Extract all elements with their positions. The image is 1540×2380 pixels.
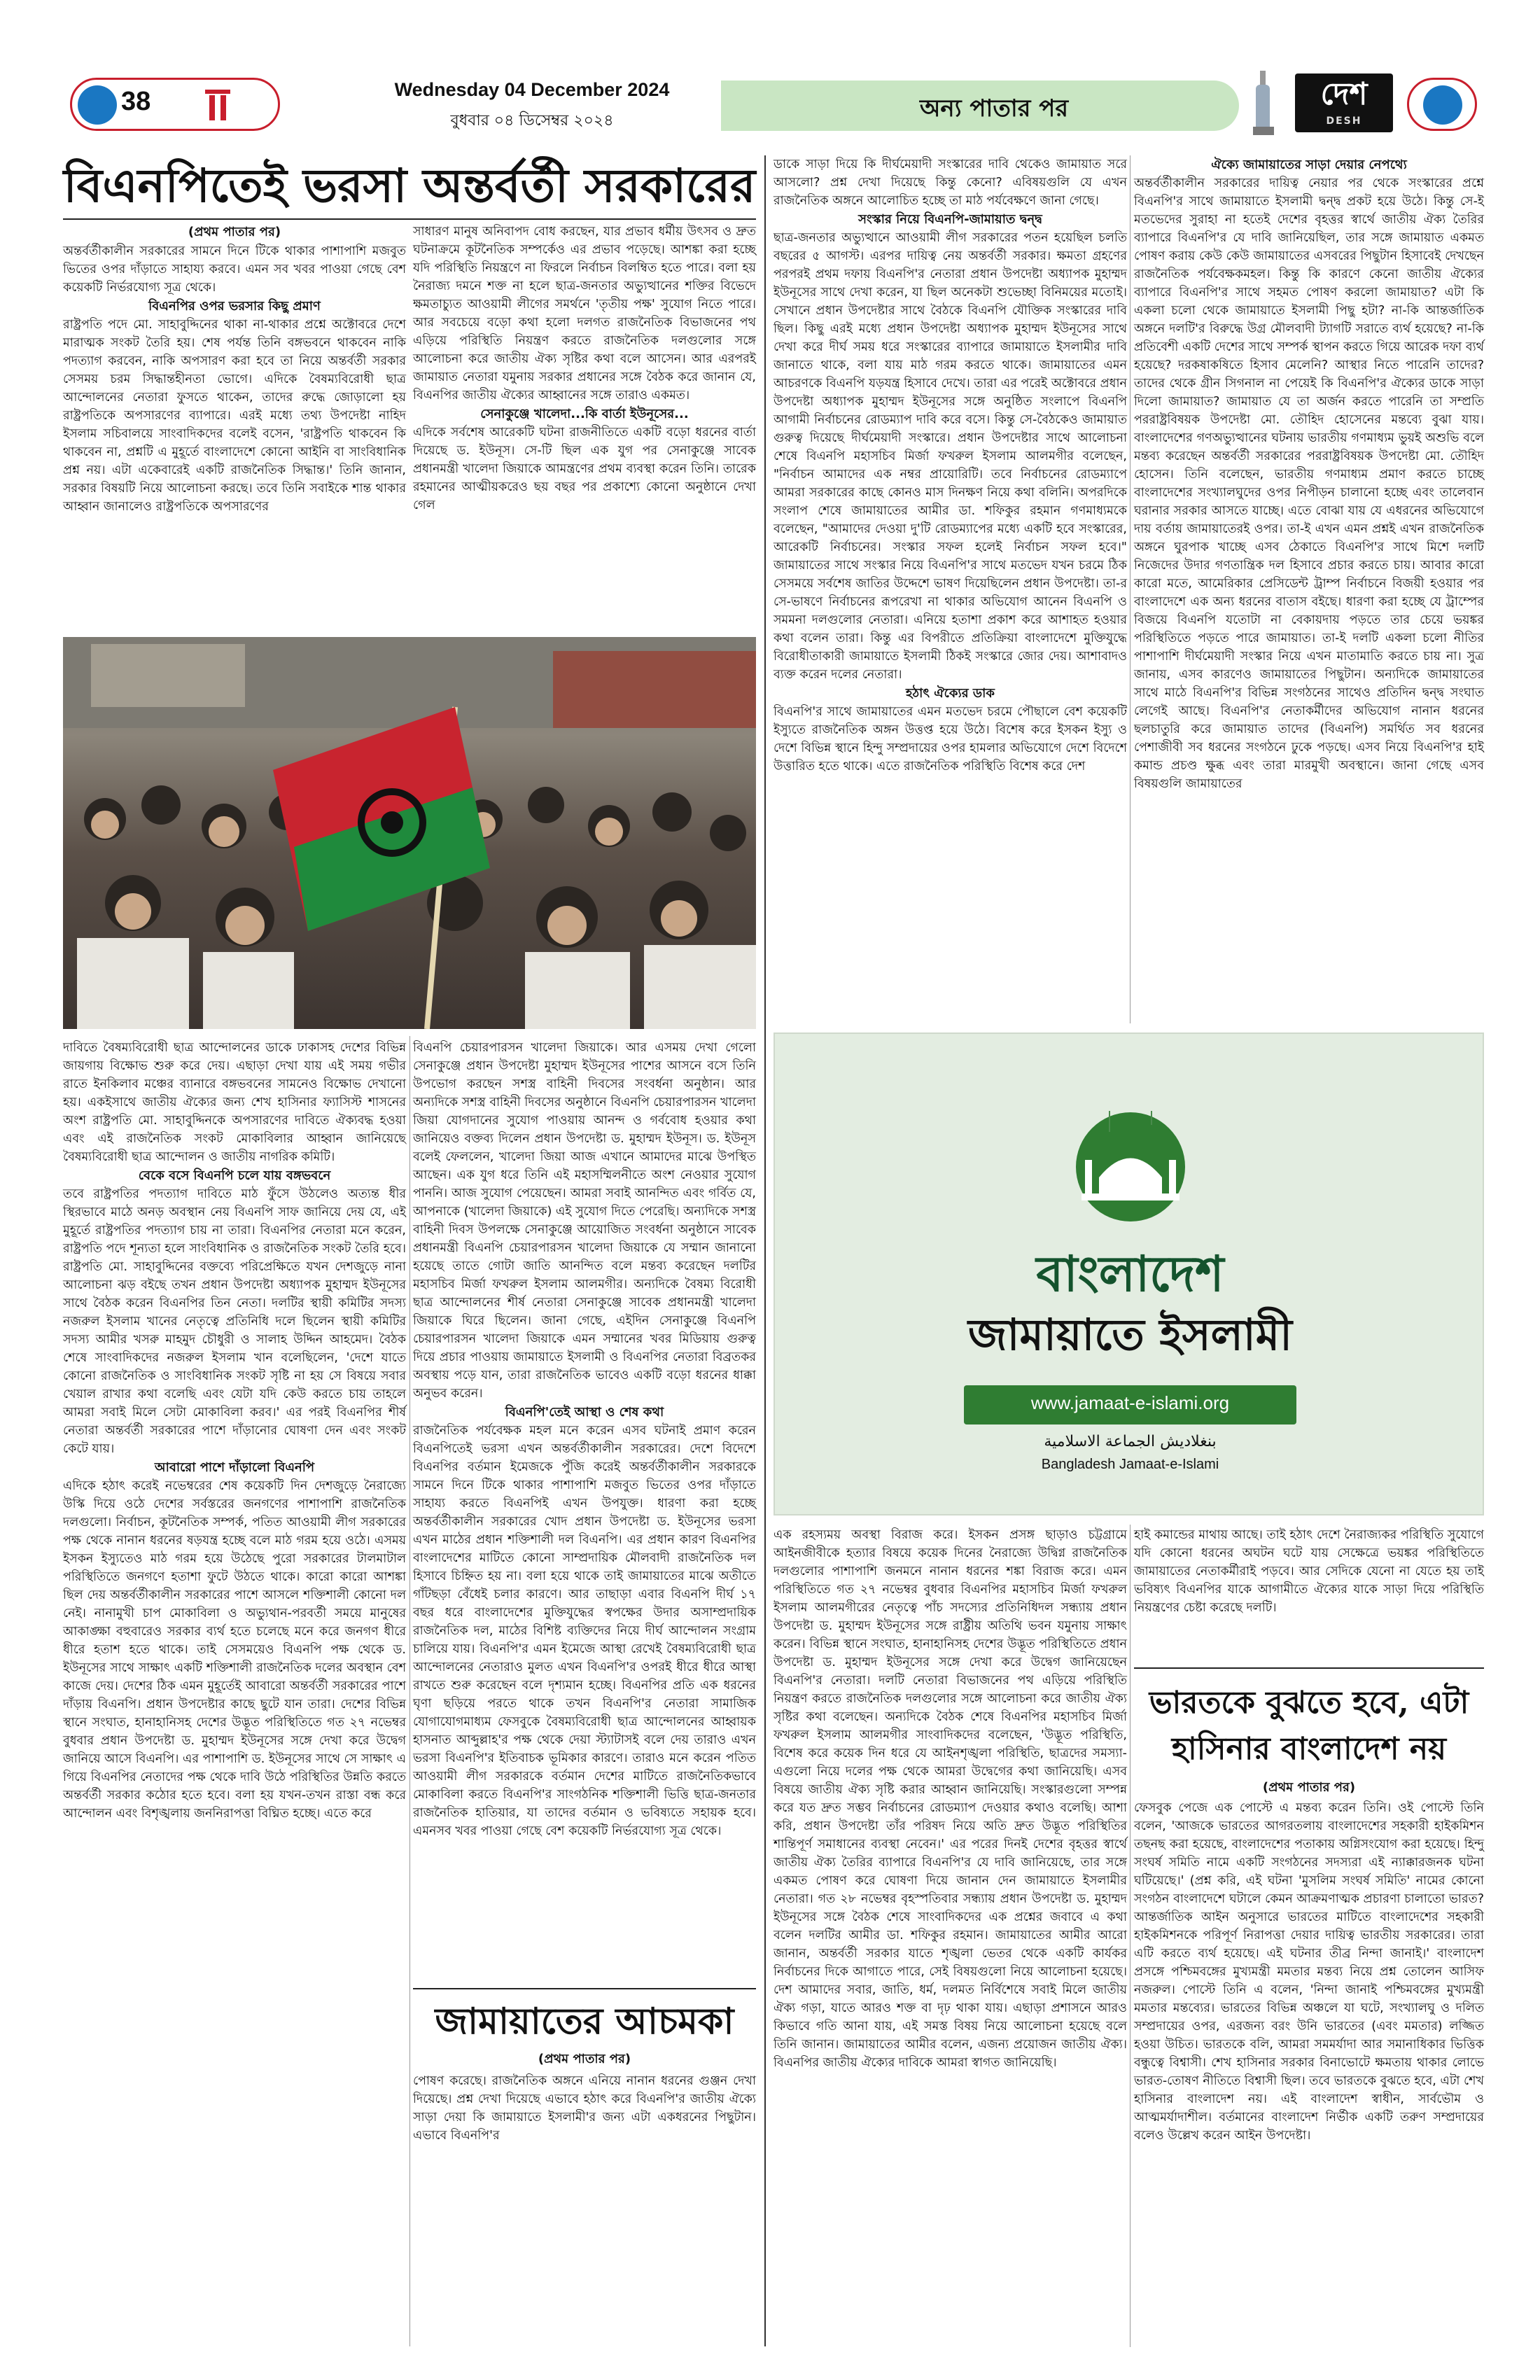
subhead: বিএনপির ওপর ভরসার কিছু প্রমাণ: [148, 299, 321, 314]
story1-para: অন্তর্বর্তীকালীন সরকারের দায়িত্ব নেয়ার পর থেকে সংস্কারের প্রশ্নে বিএনপি'র সাথে জামায়াতে ইসলামী দ্বন্দ্ব প্রকট হয়ে উঠে। কিন্তু সে-ই মতভেদের সুরাহা না হতেই দেশের বৃহত্তর স্বার্থে জাতীয় ঐক্য তৈরির ব্যাপারে বিএনপি'র যে দাবি জানিয়েছিল, তার সঙ্গে জামায়াত একমত পোষণ করায় কেউ কেউ জামায়াতের এসবরের পিছুটান হিসাবেই দেখছেন রাজনৈতিক পর্যবেক্ষকমহল। কিন্তু কি কারণে কেনো জাতীয় ঐক্যের ব্যাপারে বিএনপি'র সাথে সহমত পোষণ করলো জামায়াত? এটা কি একলা চলো থেকে জামায়াতে ইসলামী পিছু হটা? না-কি আন্তর্জাতিক অঙ্গনে দলটি'র বিরুদ্ধে উগ্র মৌলবাদী ট্যাগটি সরাতে ব্যর্থ হয়েছে? না-কি প্রতিবেশী একটি দেশের সাথে সম্পর্ক স্থাপন করতে গিয়ে আরেক দফা ব্যর্থ হয়েছে? দরকষাকষিতে হিসাব মেলেনি? আস্থার নিতে পারেনি তাদের? তাদের থেকে গ্রীন সিগনাল না পেয়েই কি বিএনপি'র ঐক্যের ডাকে সাড়া দিলো জামায়াত? জামায়াত যে তা অর্জন করতে পারেনি তা সম্প্রতি পররাষ্ট্রবিষয়ক উপদেষ্টা মো. তৌহিদ হোসেনের মন্তব্যে বুঝা যায়। বাংলাদেশের গণঅভ্যুত্থানের ঘটনায় ভারতীয় গণমাধ্যম ভুয়ই অশুভি বলে মন্তব্য করেছেন অন্তর্বর্তী সরকারের পররাষ্ট্রবিষয়ক উপদেষ্টা মো. তৌহিদ হোসেন। তিনি বলেছেন, ভারতীয় গণমাধ্যম প্রমাণ করতে চাচ্ছে বাংলাদেশের সংখ্যালঘুদের ওপর নিপীড়ন চালানো হচ্ছে এবং তালেবান ঘরানার সরকার আসতে যাচ্ছে। এতে বোঝা যায় যে এধরনের অভিযোগে দায় বর্তায় জামায়াতেরই ওপর। তা-ই এখন এমন প্রশ্নই এখন রাজনৈতিক অঙ্গনে ঘুরপাক খাচ্ছে এসব ঠেকাতে বিএনপি'র সাথে মিশে দলটি নিজেদের উদার গণতান্ত্রিক দল হিসাবে প্রচার করতে চায়। আবার কারো কারো মতে, আমেরিকার প্রেসিডেন্ট ট্রাম্প নির্বাচনে বিজয়ী হওয়ার পর বাংলাদেশে এক অন্য ধরনের বাতাস বইছে। ধারণা করা হচ্ছে যে ট্রাম্পের বিজয়ে বিএনপি যতোটা না বেকায়দায় পড়তে তার চেয়ে ভয়ঙ্কর পরিস্থিতিতে পড়তে পারে জামায়াত। তা-ই দলটি একলা চলো নীতির পাশাপাশি দীর্ঘমেয়াদী সংস্কার নিয়ে এখন মাতামাতি করতে চায় না। সুত্র জানায়, এসব কারণেও জামায়াতের পিছুটান। অন্যদিকে জামায়াতের সাথে মাঠে বিএনপি'র বিভিন্ন সংগঠনের সাথেও প্রতিদিন দ্বন্দ্ব সংঘাত লেগেই আছে। বিএনপি'র নেতাকর্মীদের অভিযোগ নানান ধরনের ছলচাতুরি করে জামায়াত তাদের (বিএনপি) সমর্থিত সব ধরনের পেশাজীবী সব ধরনের সংগঠনে ঢুকে পড়ছে। এসব নিয়ে বিএনপি'র হাই কমান্ড প্রচণ্ড ক্ষুব্ধ এবং তারা মারমুখী অবস্থানে। জানা গেছে এসব বিষয়গুলি জামায়াতের: [1134, 176, 1484, 791]
column-rule: [764, 155, 766, 2346]
subhead: সংস্কার নিয়ে বিএনপি-জামায়াত দ্বন্দ্ব: [858, 212, 1042, 227]
subhead: আবারো পাশে দাঁড়ালো বিএনপি: [154, 1460, 315, 1475]
story1-para: হাই কমান্ডের মাথায় আছে। তাই হঠাৎ দেশে নৈরাজ্যকর পরিস্থিতি সুযোগে যদি কোনো ধরনের অঘটন ঘটে যায় সেক্ষেত্রে ভয়ঙ্কর পরিস্থিতিতে জামায়াতের নেতাকর্মীরাই পড়বে। আর সেদিকে যেনো না যেতে হয় তাই ভবিষ্যৎ বিএনপির যাকে আগামীতে ঐক্যের যাকে সাড়া দিয়ে পরিস্থিতি নিয়ন্ত্রণের চেষ্টা করেছে দলটি।: [1134, 1528, 1484, 1615]
page-number: 38: [121, 87, 151, 116]
headline-main: বিএনপিতেই ভরসা অন্তর্বর্তী সরকারের: [63, 158, 756, 213]
story1-kicker: (প্রথম পাতার পর): [188, 225, 281, 239]
section-title: অন্য পাতার পর: [919, 94, 1069, 122]
story1-para: রাষ্ট্রপতি পদে মো. সাহাবুদ্দিনের থাকা না-থাকার প্রশ্নে অক্টোবরে দেশে মারাত্মক সংকট তৈরি হয়। শেষ পর্যন্ত তিনি বঙ্গভবনে থাকবেন নাকি পদত্যাগ করবেন, নাকি অপসারণ করা হবে তা নিয়ে অন্তর্বর্তী সরকার সেসময় চরম সিদ্ধান্তহীনতা ভোগে। এদিকে বৈষম্যবিরোধী ছাত্র আন্দোলনের নেতারা ফুসতে থাকেন, তাদের রুদ্ধে জোড়ালো হয় রাষ্ট্রপতিকে অপসারণের ব্যাপারে। এরই মধ্যে তথ্য উপদেষ্টা নাহিদ ইসলাম সচিবালয়ে সাংবাদিকদের বলেই বসেন, 'রাষ্ট্রপতি থাকবেন কি থাকবেন না, প্রশ্নটি এ মুহূর্তে বাংলাদেশে কোনো আইনি বা সাংবিধানিক প্রশ্ন নয়। এটা একেবারেই একটি রাজনৈতিক সিদ্ধান্ত।' তিনি জানান, সরকার বিষয়টি নিয়ে আলোচনা করছে। তবে তিনি সবাইকে শান্ত থাকার আহ্বান জানালেও রাষ্ট্রপতিকে অপসারণের: [63, 318, 406, 514]
ad-title-1: বাংলাদেশ: [1036, 1245, 1224, 1303]
page-number-pill: [70, 78, 280, 131]
story1-col1-bottom: [63, 1039, 406, 1823]
subhead: ঐক্যে জামায়াতের সাড়া দেয়ার নেপথ্যে: [1211, 158, 1407, 172]
logo-sub: DESH: [1326, 115, 1362, 127]
story3-para: ফেসবুক পেজে এক পোস্টে এ মন্তব্য করেন তিনি। ওই পোস্টে তিনি বলেন, 'আজকে ভারতের আগরতলায় বাংলাদেশের সহকারী হাইকমিশন তছনছ করা হয়েছে, বাংলাদেশের পতাকায় অগ্নিসংযোগ করা হয়েছে। হিন্দু সংঘর্ষ সমিতি নামে একটি সংগঠনের সদস্যরা এই ন্যাক্কারজনক ঘটনা ঘটিয়েছে।' (প্রশ্ন করি, এই ঘটনা 'মুসলিম সংঘর্ষ সমিতি' নামের কোনো সংগঠন বাংলাদেশে ঘটালে কেমন আক্রমণাত্মক প্রচারণা চালাতো ভারত? আন্তর্জাতিক আইন অনুসারে ভারতের মাটিতে বাংলাদেশের সহকারী হাইকমিশনকে পরিপূর্ণ নিরাপত্তা দেয়ার দায়িত্ব ভারতীয় সরকারের। তারা এটি করতে ব্যর্থ হয়েছে। এই ঘটনার তীব্র নিন্দা জানাই।' বাংলাদেশ প্রসঙ্গে পশ্চিমবঙ্গের মুখ্যমন্ত্রী মমতার মন্তব্য নিয়ে প্রশ্ন তোলেন আসিফ নজরুল। পোস্টে তিনি এ বলেন, 'নিন্দা জানাই পশ্চিমবঙ্গের মুখ্যমন্ত্রী মমতার মন্তব্যের। ভারতের বিভিন্ন অঞ্চলে যা ঘটে, সংখ্যালঘু ও দলিত সম্প্রদায়ের ওপর, এরজন্য বরং উনি ভারতের (এবং মমতার) লজ্জিত হওয়া উচিত। ভারতকে বলি, আমরা সমমর্যাদা আর সমানাধিকার ভিত্তিক বন্ধুত্বে বিশ্বাসী। শেখ হাসিনার সরকার বিনাভোটে ক্ষমতায় থাকার লোভে ভারত-তোষণ নীতিতে বিশ্বাসী ছিল। তবে ভারতকে বুঝতে হবে, এটা শেখ হাসিনার বাংলাদেশ নয়। এই বাংলাদেশ স্বাধীন, সার্বভৌম ও আত্মমর্যাদাশীল। বর্তমানের বাংলাদেশ নির্ভীক একটি তরুণ সম্প্রদায়ের বলেও উল্লেখ করেন আইন উপদেষ্টা।: [1134, 1801, 1484, 2143]
story2-col: [413, 2072, 756, 2145]
subhead: বেকে বসে বিএনপি চলে যায় বঙ্গভবনে: [138, 1168, 331, 1183]
story1-para: বিএনপি চেয়ারপারসন খালেদা জিয়াকে। আর এসময় দেখা গেলো সেনাকুঞ্জে প্রধান উপদেষ্টা মুহাম্মদ ইউনূসের পাশের আসনে বসে তিনি উপভোগ করছেন সশস্ত্র বাহিনী দিবসের সংবর্ধনা অনুষ্ঠান। আর অন্যদিকে সশস্ত্র বাহিনী দিবসের অনুষ্ঠানে বিএনপি চেয়ারপারসন খালেদা জিয়া যোগদানের সুযোগ পাওয়ায় আনন্দ ও গর্ববোধ হওয়ার কথা জানিয়েও বক্তব্য দিলেন প্রধান উপদেষ্টা ড. মুহাম্মদ ইউনূস। ড. ইউনূস বলেই ফেললেন, খালেদা জিয়া আজ এখানে আমাদের মাঝে উপস্থিত আছেন। এক যুগ ধরে তিনি এই মহাসম্মিলনীতে অংশ নেওয়ার সুযোগ পাননি। আজ সুযোগ পেয়েছেন। আমরা সবাই আনন্দিত এবং গর্বিত যে, আপনাকে (খালেদা জিয়াকে) এই সুযোগ দিতে পেরেছি। অন্যদিকে সশস্ত্র বাহিনী দিবস উপলক্ষে সেনাকুঞ্জে আয়োজিত সংবর্ধনা অনুষ্ঠানে সাবেক প্রধানমন্ত্রী বিএনপি চেয়ারপারসন খালেদা জিয়াকে যে সম্মান জানানো হয়েছে তাতে গোটা জাতি আনন্দিত বলে মন্তব্য করেছেন দলটির মহাসচিব মির্জা ফখরুল ইসলাম আলমগীর। অন্যদিকে বৈষম্য বিরোধী ছাত্র আন্দোলনের শীর্ষ নেতারা সেনাকুঞ্জে সাবেক প্রধানমন্ত্রী খালেদা জিয়াকে ঘিরে ছিলেন। জানা গেছে, এইদিন সেনাকুঞ্জে বিএনপি চেয়ারপারসন খালেদা জিয়াকে এমন সম্মানের খবর মিডিয়ায় গুরুত্ব দিয়ে প্রচার পাওয়ায় জামায়াতে ইসলামী ও বিএনপির নেতারা বিব্রতকর অবস্থায় পড়ে যান, তারা রাজনৈতিক ভাবেও একটি বড়ো ধরনের ধাক্কা অনুভব করেন।: [413, 1041, 756, 1401]
story1-para: দাবিতে বৈষম্যবিরোধী ছাত্র আন্দোলনের ডাকে ঢাকাসহ দেশের বিভিন্ন জায়গায় বিক্ষোভ শুরু করে দেয়। এছাড়া দেখা যায় এই সময় গভীর রাতে ইনকিলাব মঞ্চের ব্যানারে বঙ্গভবনের সামনেও বিক্ষোভ দেখানো হয়। একইসাথে জাতীয় ঐক্যের জন্য শেখ হাসিনার ফ্যাসিস্ট শাসনের অংশ রাষ্ট্রপতি মো. সাহাবুদ্দিনকে অপসারণের দাবিতে ঐক্যবদ্ধ হওয়া এবং এই রাজনৈতিক সংকট মোকাবিলার আহ্বান জানিয়েছে বৈষম্যবিরোধী ছাত্র আন্দোলন ও জাতীয় নাগরিক কমিটি।: [63, 1041, 406, 1164]
headline-rule: [63, 218, 756, 220]
right-pill: [1407, 78, 1477, 131]
story3-rule: [1134, 1667, 1484, 1669]
ad-arabic: بنغلاديش الجماعة الاسلامية: [1044, 1433, 1217, 1450]
page-header: [63, 66, 1484, 144]
header-date-bn: বুধবার ০৪ ডিসেম্বর ২০২৪: [450, 112, 614, 130]
story1-col2-bottom: [413, 1039, 756, 1840]
story2-kicker: (প্রথম পাতার পর): [538, 2052, 631, 2066]
story1-col4-top: [1134, 155, 1484, 793]
jamaat-ad: [774, 1032, 1484, 1516]
story1-para: ছাত্র-জনতার অভ্যুত্থানে আওয়ামী লীগ সরকারের পতন হয়েছিল চলতি বছরের ৫ আগস্ট। এরপর দায়িত্ব নেয় অন্তর্বর্তী সরকার। ক্ষমতা গ্রহণের পরপরই প্রথম দফায় বিএনপি'র নেতারা প্রধান উপদেষ্টা অধ্যাপক মুহাম্মদ ইউনূসের সাথে দেখা করেন, যা ছিল অনেকটা শুভেচ্ছা বিনিময়ের মতোই। সেখানে প্রধান উপদেষ্টার সাথে বৈঠকে বিএনপি যৌক্তিক সংস্কারের দাবি ছিল। কিছু এরই মধ্যে প্রধান উপদেষ্টা অধ্যাপক মুহাম্মদ ইউনূসের সাথে দেখা করে দীর্ঘ সময় ধরে সংস্কারের ব্যাপারে জামায়াতে ইসলামীর দাবি জানাতে থাকে, বলা যায় মাঠ গরম করতে থাকে। জামায়াতের এমন আচরণকে বিএনপি যড়যন্ত্র হিসাবে দেখে। তারা এর পরেই অক্টোবরে প্রধান উপদেষ্টা অধ্যাপক মুহাম্মদ ইউনূসের সঙ্গে অনুষ্ঠিত সংলাপে বিএনপি আগামী নির্বাচনের রোডম্যাপ দাবি করে বসে। কিন্তু সে-বৈঠকেও জামায়াত গুরুত্ব দিয়েছে দীর্ঘমেয়াদী সংস্কারে। প্রধান উপদেষ্টার সাথে আলোচনা শেষে বিএনপি মহাসচিব মির্জা ফখরুল ইসলাম আলমগীর বলেছেন, "নির্বাচন আমাদের এক নম্বর প্রায়োরিটি। তবে নির্বাচনের রোডম্যাপে আমরা সরকারের কাছে কোনও মাস দিনক্ষণ নিয়ে কথা বলিনি। অপরদিকে সংলাপ শেষে জামায়াতের আমীর ডা. শফিকুর রহমান গণমাধ্যমকে বলেছেন, "আমাদের দেওয়া দু'টি রোডম্যাপের মধ্যে একটি হবে সংস্কারের, আরেকটি নির্বাচনের। সংস্কার সফল হলেই নির্বাচন সফল হবে।" জামায়াতের সাথে সংস্কার নিয়ে বিএনপি'র সাথে মতভেদ যখন চরমে ঠিক সেসময়ে সর্বশেষ জাতির উদ্দেশে ভাষণ দিয়েছিলেন প্রধান উপদেষ্টা। তা-র সে-ভাষণে নির্বাচনের রূপরেখা না থাকার অভিযোগ আনেন বিএনপি ও সমমনা দলগুলোর নেতারা। এনিয়ে হতাশা প্রকাশ করে আশাহত হওয়ার কথা বলেন তারা। কিন্তু এর বিপরীতে প্রতিক্রিয়া বাংলাদেশে মুক্তিযুদ্ধে বিরোধীতাকারী জামায়াতে ইসলামী ঠিকই সংস্কারে জোর দেয়। আশাবাদও ব্যক্ত করেন দলের নেতারা।: [774, 231, 1127, 682]
crowd-photo-art: [63, 637, 756, 1029]
desh-logo: [1295, 74, 1393, 132]
mosque-icon: [1060, 1111, 1200, 1230]
story1-col4-bottom: [1134, 1526, 1484, 1617]
story1-para: এক রহস্যময় অবস্থা বিরাজ করে। ইসকন প্রসঙ্গ ছাড়াও চট্টগ্রামে আইনজীবীকে হত্যার বিষয়ে কয়েক দিনের নৈরাজ্যে উদ্বিগ্ন রাজনৈতিক দলগুলোর পাশাপাশি জনমনে নানান ধরনের শঙ্কা বিরাজ করে। এমন পরিস্থিতিতে গত ২৭ নভেম্বর বুধবার বিএনপির মহাসচিব মির্জা ফখরুল ইসলাম আলমগীরের নেতৃত্বে পাঁচ সদস্যের প্রতিনিধিদল সন্ধ্যায় প্রধান উপদেষ্টা ড. মুহাম্মদ ইউনূসের সঙ্গে রাষ্ট্রীয় অতিথি ভবন যমুনায় সাক্ষাৎ করেন। বিভিন্ন স্থানে সংঘাত, হানাহানিসহ দেশের উদ্ভূত পরিস্থিতিতে প্রধান উপদেষ্টা ড. মুহাম্মদ ইউনূসের সঙ্গে দেখা করে উদ্বেগ জানিয়েছেন বিএনপি'র নেতারা। দলটি নেতারা বিভাজনের পথ এড়িয়ে পরিস্থিতি নিয়ন্ত্রণ করতে রাজনৈতিক দলগুলোর সঙ্গে আলোচনা করে জাতীয় ঐক্য সৃষ্টির কথা বলেছেন। অন্যদিকে বৈঠক শেষে বিএনপির মহাসচিব মির্জা ফখরুল ইসলাম আলমগীর সাংবাদিকদের বলেছেন, 'উদ্ভূত পরিস্থিতি, বিশেষ করে কয়েক দিন ধরে যে আইনশৃঙ্খলা পরিস্থিতি, ছাত্রদের সমস্যা-এগুলো নিয়ে দলের পক্ষ থেকে আমরা উদ্বেগের কথা জানিয়েছি। এসব বিষয়ে জাতীয় ঐক্য সৃষ্টি করার আহ্বান জানিয়েছি। সংস্কারগুলো সম্পন্ন করে যত দ্রুত সম্ভব নির্বাচনের রোডম্যাপ দেওয়ার কথাও বলেছি। আশা করি, প্রধান উপদেষ্টা তাঁর পরিষদ নিয়ে অতি দ্রুত উদ্ভূত পরিস্থিতির শান্তিপূর্ণ সমাধানের ব্যবস্থা নেবেন।' এর পরের দিনই দেশের বৃহত্তর স্বার্থে জাতীয় ঐক্য তৈরির ব্যাপারে বিএনপি'র যে দাবি জানিয়েছে, তার সঙ্গে একমত পোষণ করে ঘোষণা দিয়ে জানান দেন জামায়াতে ইসলামীর নেতারা। গত ২৮ নভেম্বর বৃহস্পতিবার সন্ধ্যায় প্রধান উপদেষ্টা ড. মুহাম্মদ ইউনূসের সঙ্গে বৈঠক শেষে সাংবাদিকদের এক প্রশ্নের জবাবে এ কথা বলেন দলটির আমীর ডা. শফিকুর রহমান। জামায়াতের আমীর আরো জানান, অন্তর্বর্তী সরকার যাতে শৃঙ্খলা ভেতর থেকে একটি কার্যকর নির্বাচনের দিকে আগাতে পারে, সেই বিষয়গুলো নিয়ে আলোচনা হয়েছে। দেশ আমাদের সবার, জাতি, ধর্ম, দলমত নির্বিশেষে সবাই মিলে জাতীয় ঐক্য গড়া, যাতে আরও শক্ত বা দৃঢ় থাকা যায়। এছাড়া প্রশাসনে আরও কিভাবে গতি আনা যায়, এই সমস্ত বিষয় নিয়ে আলোচনা হয়েছে বলে তিনি জানান। জামায়াতের আমীর বলেন, এজন্য প্রয়োজন জাতীয় ঐক্য। বিএনপির জাতীয় ঐক্যের দাবিকে আমরা স্বাগত জানিয়েছি।: [774, 1528, 1127, 2070]
story3-col: [1134, 1799, 1484, 2145]
red-bar-icon: [205, 90, 230, 120]
story2-rule: [413, 1988, 756, 1989]
story1-col3-top: [774, 155, 1127, 776]
subhead: বিএনপি'তেই আস্থা ও শেষ কথা: [505, 1405, 664, 1420]
story1-para: এদিকে সর্বশেষ আরেকটি ঘটনা রাজনীতিতে একটি বড়ো ধরনের বার্তা দিয়েছে ড. ইউনূস। সে-টি ছিল এক যুগ পর সেনাকুঞ্জে সাবেক প্রধানমন্ত্রী খালেদা জিয়াকে আমন্ত্রণের প্রথম ব্যবস্থা করেন তিনি। তারেক রহমানের আত্মীয়করেও ছয় বছর পর প্রকাশ্যে কোনো অনুষ্ঠানে দেখা গেল: [413, 426, 756, 512]
story1-col3-bottom: [774, 1526, 1127, 2072]
story1-para: এদিকে হঠাৎ করেই নভেম্বরের শেষ কয়েকটি দিন দেশজুড়ে নৈরাজ্যে উস্কি দিয়ে ওঠে দেশের সর্বস্তরের জনগণের পাশাপাশি রাজনৈতিক দলগুলো। নির্বাচন, কূটনৈতিক সম্পর্ক, পতিত আওয়ামী লীগ সরকারের পক্ষ থেকে নানান ধরনের ষড়যন্ত্র হচ্ছে বলে মাঠ গরম হয়ে ওঠে। এসময় ইসকন ইস্যুতেও মাঠ গরম হয়ে উঠেছে পুরো সরকারের টালমাটাল পরিস্থিতিতে জনগণে হতাশা ফুটে উঠতে থাকে। কারো কারো আশঙ্কা ছিল দেয় অন্তর্বর্তীকালীন সরকারের পাশে আসলে শক্তিশালী কোনো দল নেই। নানামুখী চাপ মোকাবিলা ও অভ্যুথান-পরবর্তী সময়ে মানুষের আকাঙ্ক্ষা বহুবারেও সরকার ব্যর্থ হতে চলেছে মনে করে জনগণ ধীরে ধীরে হতাশ হতে থাকে। তাই সেসময়েও বিএনপি পক্ষ থেকে ড. ইউনূসের সাথে সাক্ষাৎ একটি শক্তিশালী রাজনৈতিক দলের অবস্থান বেশ কাজে দেয়। দেশের ঠিক এমন মুহূর্তেই আবারো অন্তর্বর্তী সরকারের পাশে দাঁড়ায় বিএনপি। প্রধান উপদেষ্টার কাছে ছুটে যান তারা। দেশের বিভিন্ন স্থানে সংঘাত, হানাহানিসহ দেশের উদ্ভূত পরিস্থিতিতে গত ২৭ নভেম্বর বুধবার প্রধান উপদেষ্টা ড. মুহাম্মদ ইউনূসের সঙ্গে দেখা করে উদ্বেগ জানিয়ে আসে বিএনপি। এর পাশাপাশি ড. ইউনূসের সাথে সে সাক্ষাৎ এ গিয়ে বিএনপির নেতাদের পক্ষ থেকে দাবি উঠে পরিস্থিতির উন্নতি করতে অন্তর্বর্তী সরকার কঠোর হতে হবে। বলা হয় যখন-তখন রাস্তা বন্ধ করে আন্দোলন এবং বিশৃঙ্খলায় জননিরাপত্তা বিঘ্নিত হচ্ছে। এতে করে: [63, 1479, 406, 1821]
story1-para: অন্তর্বর্তীকালীন সরকারের সামনে দিনে টিকে থাকার পাশাপাশি মজবুত ভিতের ওপর দাঁড়াতে সাহায্য করবে। এমন সব খবর পাওয়া গেছে বেশ কয়েকটি নির্ভরযোগ্য সূত্র থেকে।: [63, 244, 406, 295]
story1-col2-top: [413, 223, 756, 514]
story1-para: তবে রাষ্ট্রপতির পদত্যাগ দাবিতে মাঠ ফুঁসে উঠলেও অত্যন্ত ধীর স্থিরভাবে মাঠে অনড় অবস্থান নেয় বিএনপি সাফ জানিয়ে দেয় যে, এই মুহূর্তে রাষ্ট্রপতির পদত্যাগ চায় না তারা। বিএনপির নেতারা মনে করেন, রাষ্ট্রপতি পদে শূন্যতা হলে সাংবিধানিক ও রাজনৈতিক সংকট তৈরি হবে। রাষ্ট্রপতি মো. সাহাবুদ্দিনের বক্তব্যে পরিপ্রেক্ষিতে যখন দেশজুড়ে নানা আলোচনা ঝড় বইছে তখন প্রধান উপদেষ্টা অধ্যাপক মুহাম্মদ ইউনূসের সাথে বৈঠক করেন বিএনপির তিন নেতা। দলটির স্থায়ী কমিটির সদস্য নজরুল ইসলাম খানের নেতৃত্বে প্রতিনিধি দলে ছিলেন স্থায়ী কমিটির সদস্য আমীর খসরু মাহমুদ চৌধুরী ও সালাহ উদ্দিন আহমেদ। বৈঠক শেষে সাংবাদিকদের নজরুল ইসলাম খান বলেছিলেন, 'দেশে যাতে কোনো রাজনৈতিক ও সাংবিধানিক সংকট সৃষ্টি না হয় সে বিষয়ে সবার খেয়াল রাখার কথা বলেছি এবং যেটা যদি কেউ করতে চায় তাহলে আমরা সবাই মিলে সেটা মোকাবিলা করব।' এর পরই বিএনপির শীর্ষ নেতারা অন্তর্বর্তী সরকারের পাশে দাঁড়ানোর ঘোষণা দেন এবং সংকট কেটে যায়।: [63, 1187, 406, 1456]
header-date-en: Wednesday 04 December 2024: [394, 79, 670, 100]
story1-para: ডাকে সাড়া দিয়ে কি দীর্ঘমেয়াদী সংস্কারের দাবি থেকেও জামায়াত সরে আসলো? প্রশ্ন দেখা দিয়েছে কিন্তু কেনো? এবিষয়গুলি যে এখন রাজনৈতিক অঙ্গনে আলোচিত হচ্ছে তা মাঠ পর্যবেক্ষণে জানা গেছে।: [774, 158, 1127, 208]
story3-kicker: (প্রথম পাতার পর): [1262, 1780, 1356, 1795]
story1-col1-top: [63, 242, 406, 516]
story2-headline: জামায়াতের আচমকা: [435, 2000, 734, 2043]
ad-english: Bangladesh Jamaat-e-Islami: [1041, 1457, 1219, 1472]
logo-text: দেশ: [1320, 76, 1368, 112]
ad-url: www.jamaat-e-islami.org: [1030, 1392, 1230, 1413]
story1-para: বিএনপি'র সাথে জামায়াতের এমন মতভেদ চরমে পৌছালে বেশ কয়েকটি ইস্যুতে রাজনৈতিক অঙ্গন উত্তপ্ত হয়ে উঠে। বিশেষ করে ইসকন ইস্যু ও দেশে বিভিন্ন স্থানে হিন্দু সম্প্রদায়ের ওপর হামলার অভিযোগে দেশে বিদেশে উত্তারিত হতে থাকে। এতে রাজনৈতিক পরিস্থিতি বিশেষ করে দেশ: [774, 705, 1127, 774]
story3-headline: ভারতকে বুঝতে হবে, এটা হাসিনার বাংলাদেশ নয়: [1149, 1685, 1469, 1767]
story1-para: রাজনৈতিক পর্যবেক্ষক মহল মনে করেন এসব ঘটনাই প্রমাণ করেন বিএনপিতেই ভরসা এখন অন্তর্বর্তীকালীন সরকারের। দেশে বিদেশে বিএনপির বর্তমান ইমেজকে পুঁজি করেই অন্তর্বর্তীকালীন সরকারকে সামনে দিনে টিকে থাকার পাশাপাশি মজবুত ভিতের ওপর দাঁড়াতে সাহায্য করতে বিএনপিই এখন উপযুক্ত। ধারণা করা হচ্ছে অন্তর্বর্তীকালীন সরকারের খোদ প্রধান উপদেষ্টা ড. ইউনূসের ভরসা এখন মাঠের প্রধান শক্তিশালী দল বিএনপি। এর প্রধান কারণ বিএনপির বাংলাদেশের মাটিতে কোনো সাম্প্রদায়িক মৌলবাদী রাজনৈতিক দল হিসাবে চিহ্নিত হয় না। বলা হয়ে থাকে তাই জামায়াতের মাঝে অতীতে গাঁটছড়া বেঁধেই চলার কারণে। আর তাছাড়া এবার বিএনপি দীর্ঘ ১৭ বছর ধরে বাংলাদেশের মুক্তিযুদ্ধের স্বপক্ষের উদার অসাম্প্রদায়িক রাজনৈতিক দল, মাঠের বিশিষ্ট ব্যক্তিদের নিয়ে দীর্ঘ আন্দোলন সংগ্রাম চালিয়ে যায়। বিএনপি'র এমন ইমেজে আস্থা রেখেই বৈষম্যবিরোধী ছাত্র আন্দোলনের নেতারাও মুলত এখন বিএনপি'র ওপরই ধীরে ধীরে আস্থা রাখতে শুরু করেছেন বলে দৃশ্যমান হচ্ছে। বিএনপির প্রতি এক ধরনের ঘৃণা ছড়িয়ে পরতে থাকে তখন বিএনপি'র নেতারা সামাজিক যোগাযোগমাধ্যম ফেসবুকে বৈষম্যবিরোধী ছাত্র আন্দোলনের আহ্বায়ক হাসনাত আব্দুল্লাহ'র পক্ষ থেকে দেয়া স্ট্যাটাসই বলে দেয় তারাও এখন ভরসা বিএনপি'র ইতিবাচক ভূমিকার কারণে। তারাও মনে করেন পতিত আওয়ামী লীগ সরকারকে বর্তমান দেশের মাটিতে রাজনৈতিকভাবে মোকাবিলা করতে বিএনপি'র সাংগঠনিক শক্তিশালী ভিত্তি ছাত্র-জনতার রাজনৈতিক হাতিয়ার, যা তাদের বর্তমান ও ভবিষ্যতে সহায়ক হবে। এমনসব খবর পাওয়া গেছে বেশ কয়েকটি নির্ভরযোগ্য সূত্র থেকে।: [413, 1424, 756, 1838]
story1-para: সাধারণ মানুষ অনিবাপদ বোধ করছেন, যার প্রভাব ধর্মীয় উৎসব ও দ্রুত ঘটনাক্রমে কূটনৈতিক সম্পর্কেও এর প্রভাব পড়েছে। আশঙ্কা করা হচ্ছে যদি পরিস্থিতি নিয়ন্ত্রণে না ফিরলে নির্বাচন বিলম্বিত হতে পারে। বলা হয় নৈরাজ্য দমনে শক্ত না হলে ছাত্র-জনতার অভ্যুত্থানের শক্তির বিভেদে ক্ষমতাচ্যুত আওয়ামী লীগের সমর্থনে 'তৃতীয় পক্ষ' সুযোগ নিতে পারে। আর সবচেয়ে বড়ো কথা হলো দলগত রাজনৈতিক বিভাজনের পথ এড়িয়ে পরিস্থিতি নিয়ন্ত্রণ করতে রাজনৈতিক দলগুলোর সঙ্গে আলোচনা করে জাতীয় ঐক্য সৃষ্টির কথা বলে আসেন। আর এরপরই জামায়াত নেতারা যমুনায় সরকার প্রধানের সঙ্গে বৈঠক করে জানান যে, বিএনপির জাতীয় ঐক্যের আহ্বানের সঙ্গে তারাও একমত।: [413, 225, 756, 402]
statue-icon: [1253, 71, 1274, 135]
subhead: হঠাৎ ঐক্যের ডাক: [906, 686, 995, 701]
ad-title-2: জামায়াতে ইসলামী: [968, 1309, 1292, 1360]
story2-para: পোষণ করেছে। রাজনৈতিক অঙ্গনে এনিয়ে নানান ধরনের গুঞ্জন দেখা দিয়েছে। প্রশ্ন দেখা দিয়েছে এভাবে হঠাৎ করে বিএনপি'র জাতীয় ঐক্যে সাড়া দেয়া কি জামায়াতে ইসলামী'র জন্য এটা একধরনের পিছুটান। এভাবে বিএনপি'র: [413, 2074, 756, 2143]
subhead: সেনাকুঞ্জে খালেদা...কি বার্তা ইউনূসের...: [480, 407, 689, 421]
crowd-photo: [63, 637, 756, 1029]
